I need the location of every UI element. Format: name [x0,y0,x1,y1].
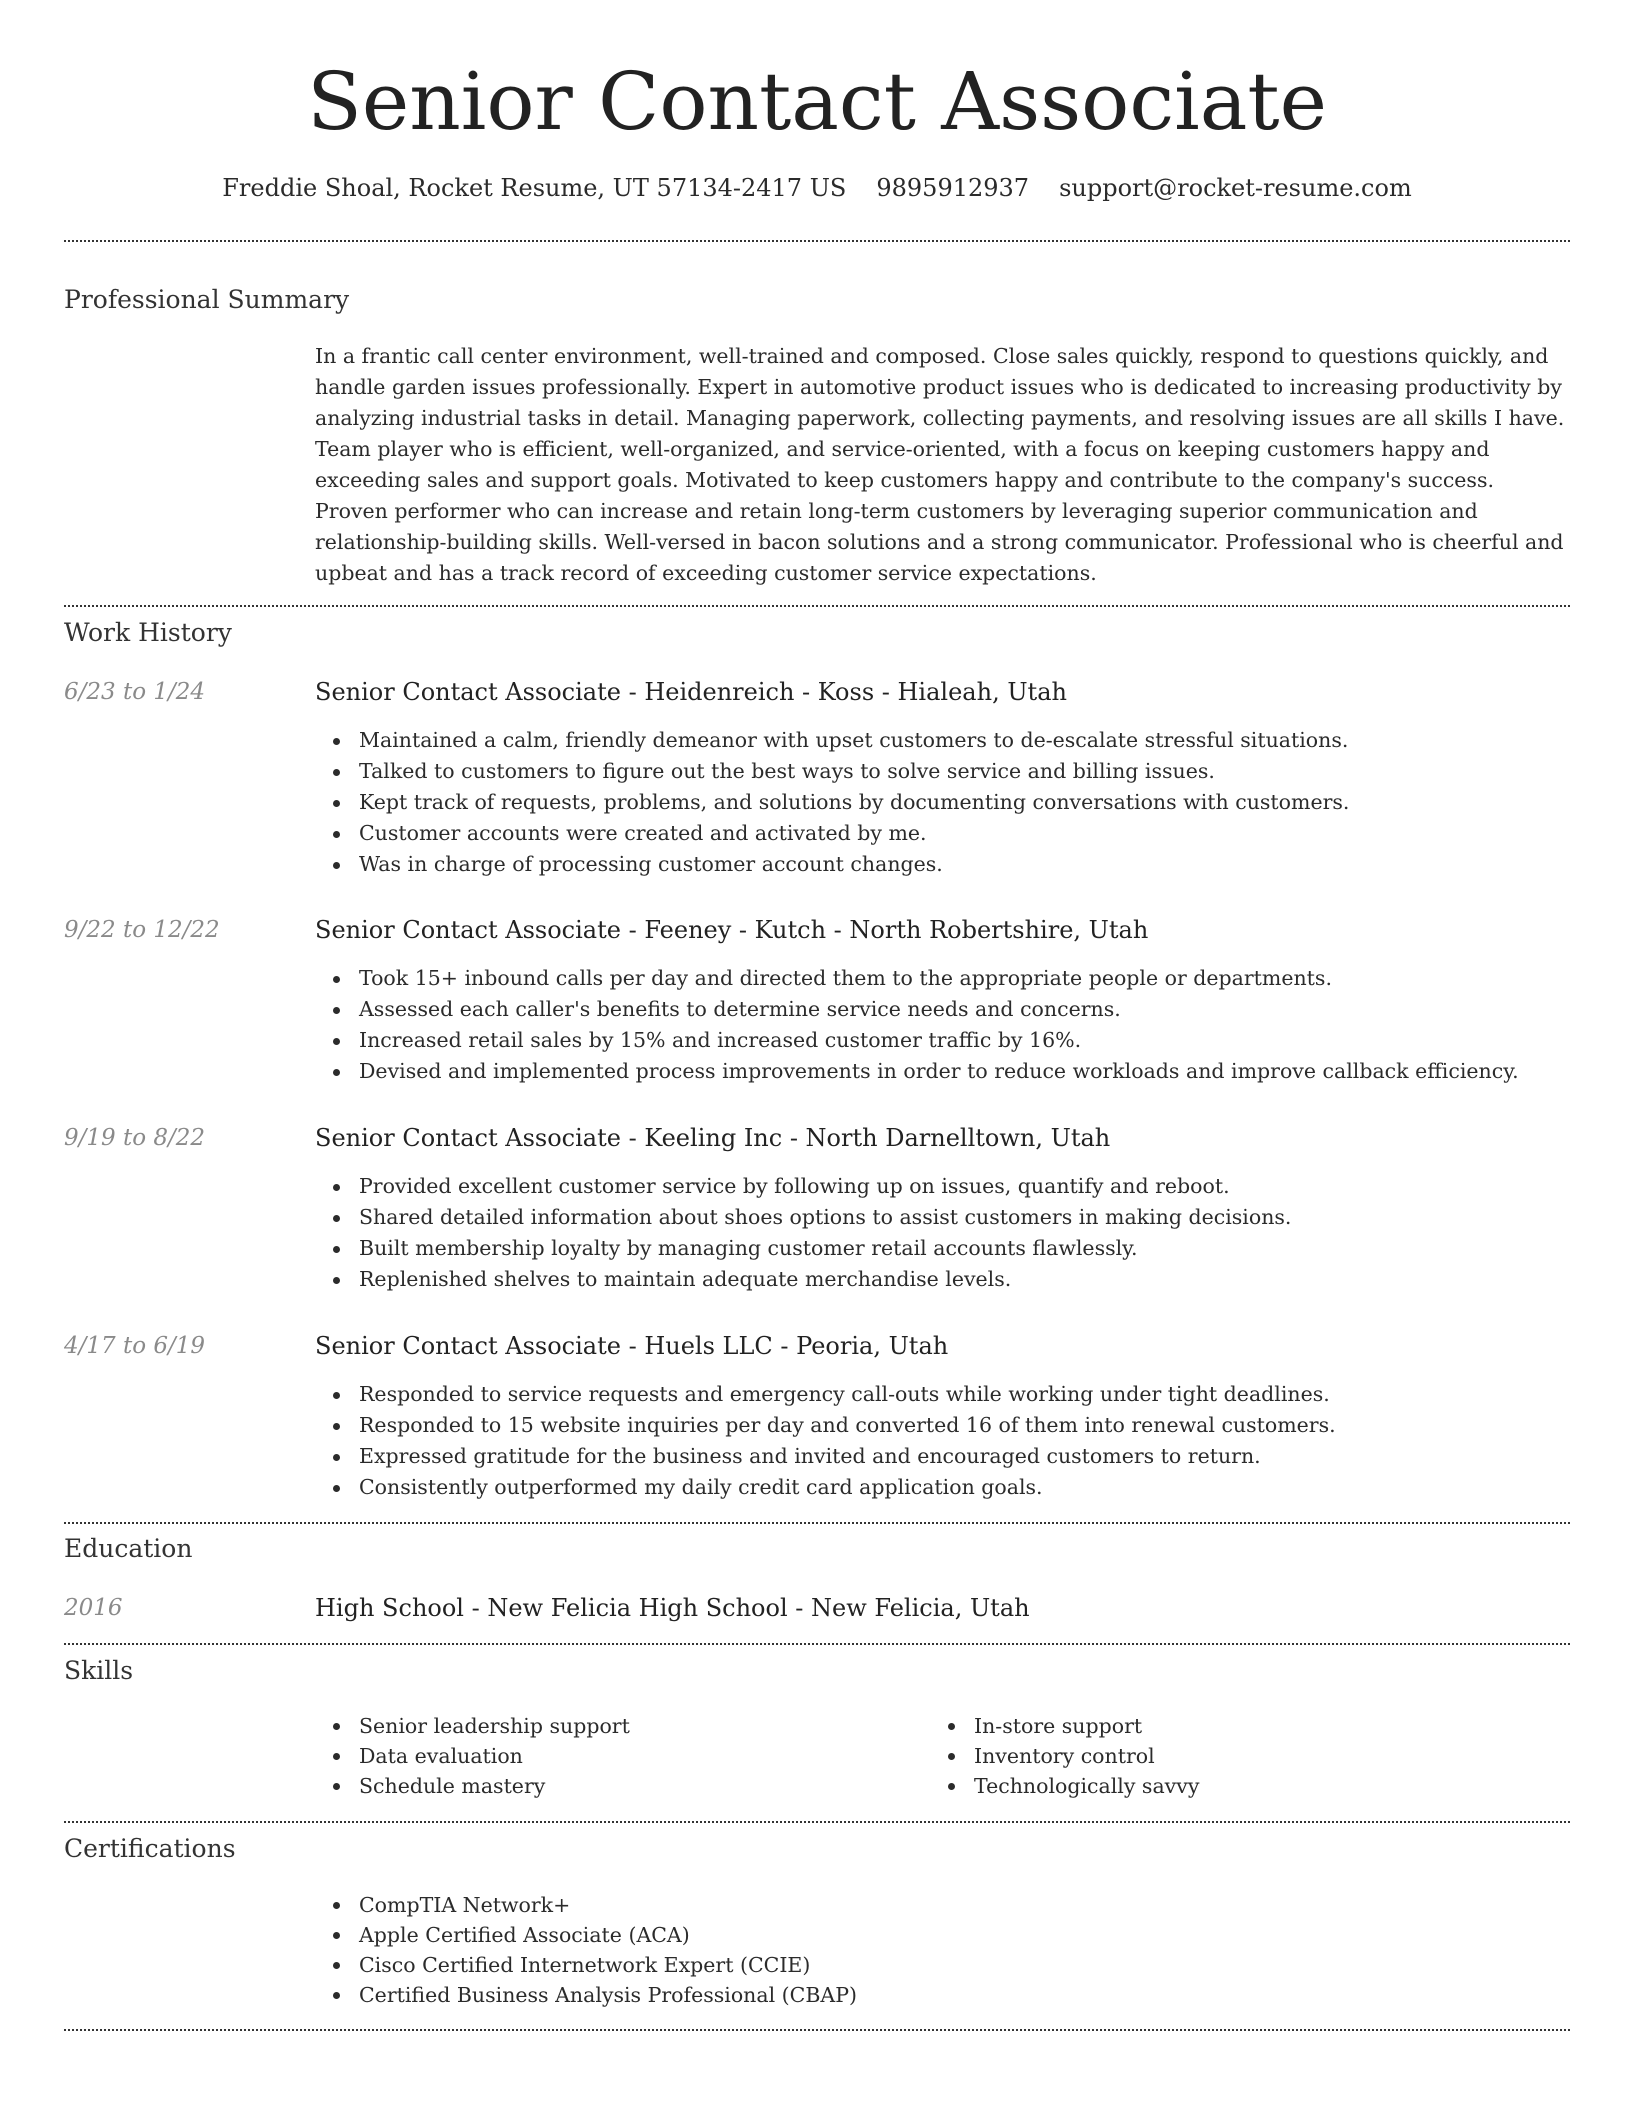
list-item: Inventory control [974,1741,1530,1771]
education-year: 2016 [64,1595,123,1621]
list-item: Consistently outperformed my daily credit card application goals. [359,1472,1571,1503]
list-item: Took 15+ inbound calls per day and directed them to the appropriate people or departments. [359,963,1571,994]
section-divider [64,1643,1570,1645]
list-item: Assessed each caller's benefits to determine service needs and concerns. [359,994,1571,1025]
list-item: Apple Certified Associate (ACA) [359,1920,1571,1950]
contact-address: Freddie Shoal, Rocket Resume, UT 57134-2417 US [222,174,847,202]
job-dates: 4/17 to 6/19 [64,1333,206,1359]
skills-heading: Skills [64,1656,134,1685]
contact-phone: 9895912937 [876,174,1030,202]
job-title: Senior Contact Associate - Heidenreich - Koss - Hialeah, Utah [315,678,1067,706]
resume-name: Senior Contact Associate [307,55,1327,148]
summary-heading: Professional Summary [64,285,350,314]
contact-line [64,170,1570,206]
list-item: Devised and implemented process improvements in order to reduce workloads and improve callback efficiency. [359,1056,1571,1087]
list-item: Shared detailed information about shoes options to assist customers in making decisions. [359,1202,1571,1233]
education-heading: Education [64,1534,193,1563]
list-item: Maintained a calm, friendly demeanor with upset customers to de-escalate stressful situations. [359,725,1571,756]
job-dates: 9/19 to 8/22 [64,1125,206,1151]
certifications-list [315,1890,1571,2010]
section-divider [64,2029,1570,2031]
job-bullets [315,1171,1571,1295]
list-item: CompTIA Network+ [359,1890,1571,1920]
summary-text: In a frantic call center environment, well-trained and composed. Close sales quickly, respond to questions quickly, and handle garden issues professionally. Expert in automotive product issues who is dedicated to increasing productivity by analyzing industrial tasks in detail. Managing paperwork, collecting payments, and resolving issues are all skills I have. Team player who is efficient, well-organized, and service-oriented, with a focus on keeping customers happy and exceeding sales and support goals. Motivated to keep customers happy and contribute to the company's success. Proven performer who can increase and retain long-term customers by leveraging superior communication and relationship-building skills. Well-versed in bacon solutions and a strong communicator. Professional who is cheerful and upbeat and has a track record of exceeding customer service expectations. [315,344,1565,585]
job-bullets [315,725,1571,880]
list-item: Cisco Certified Internetwork Expert (CCIE) [359,1950,1571,1980]
list-item: Expressed gratitude for the business and invited and encouraged customers to return. [359,1441,1571,1472]
contact-email: support@rocket-resume.com [1059,174,1412,202]
section-divider [64,240,1570,242]
list-item: Kept track of requests, problems, and solutions by documenting conversations with customers. [359,787,1571,818]
section-divider [64,1821,1570,1823]
list-item: Technologically savvy [974,1771,1530,1801]
job-bullets [315,1379,1571,1503]
skills-list-right [930,1711,1530,1801]
job-title: Senior Contact Associate - Huels LLC - Peoria, Utah [315,1332,949,1360]
list-item: Customer accounts were created and activated by me. [359,818,1571,849]
skills-list-left [315,1711,915,1801]
list-item: Replenished shelves to maintain adequate merchandise levels. [359,1264,1571,1295]
certifications-heading: Certifications [64,1834,236,1863]
list-item: Increased retail sales by 15% and increased customer traffic by 16%. [359,1025,1571,1056]
education-title: High School - New Felicia High School - New Felicia, Utah [315,1594,1030,1622]
section-divider [64,1522,1570,1524]
section-divider [64,605,1570,607]
job-dates: 9/22 to 12/22 [64,917,220,943]
list-item: Talked to customers to figure out the best ways to solve service and billing issues. [359,756,1571,787]
list-item: Certified Business Analysis Professional (CBAP) [359,1980,1571,2010]
job-dates: 6/23 to 1/24 [64,679,206,705]
list-item: In-store support [974,1711,1530,1741]
work-history-heading: Work History [64,618,232,647]
list-item: Provided excellent customer service by following up on issues, quantify and reboot. [359,1171,1571,1202]
list-item: Was in charge of processing customer account changes. [359,849,1571,880]
list-item: Data evaluation [359,1741,915,1771]
job-bullets [315,963,1571,1087]
list-item: Responded to 15 website inquiries per day and converted 16 of them into renewal customers. [359,1410,1571,1441]
list-item: Responded to service requests and emergency call-outs while working under tight deadlines. [359,1379,1571,1410]
job-title: Senior Contact Associate - Feeney - Kutch - North Robertshire, Utah [315,916,1149,944]
list-item: Schedule mastery [359,1771,915,1801]
list-item: Senior leadership support [359,1711,915,1741]
list-item: Built membership loyalty by managing customer retail accounts flawlessly. [359,1233,1571,1264]
job-title: Senior Contact Associate - Keeling Inc - North Darnelltown, Utah [315,1124,1111,1152]
